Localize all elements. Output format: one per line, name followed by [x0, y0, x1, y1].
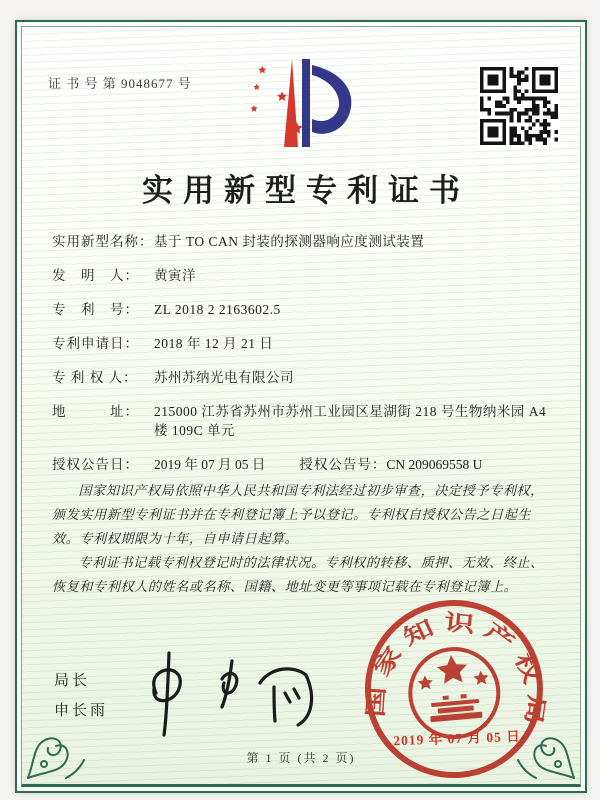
field-value: ZL 2018 2 2163602.5: [154, 302, 281, 317]
page-footer: 第 1 页 (共 2 页): [246, 751, 356, 765]
field-row-patentee: [52, 368, 556, 387]
field-row-patent-no: [52, 300, 556, 319]
field-value: 2018 年 12 月 21 日: [154, 336, 274, 351]
field-label: 专 利 权 人：: [52, 370, 138, 385]
cnipa-logo-icon: [226, 55, 376, 155]
page-title: 实用新型专利证书: [142, 173, 470, 208]
field-value: 黄寅洋: [154, 268, 196, 283]
field-row-filing-date: [52, 334, 556, 353]
field-label: 地 址：: [52, 404, 139, 419]
director-signature: [122, 645, 332, 740]
certificate-inner-frame: [21, 26, 581, 787]
field-row-grant: [52, 455, 556, 474]
field-value: 基于 TO CAN 封装的探测器响应度测试装置: [154, 234, 425, 249]
field-row-inventor: [52, 266, 556, 285]
field-value: 2019 年 07 月 05 日: [154, 457, 266, 472]
corner-ornament-icon: [24, 718, 88, 782]
field-label: 专 利 号：: [52, 302, 139, 317]
field-label: 实用新型名称：: [52, 234, 154, 249]
certificate-number: 证 书 号 第 9048677 号: [48, 76, 192, 91]
certificate: [15, 20, 587, 793]
corner-ornament-icon: [514, 718, 578, 782]
signer-title: 局长: [54, 673, 91, 689]
field-value: 215000 江苏省苏州市苏州工业园区星湖街 218 号生物纳米园 A4 楼 109C 单元: [154, 404, 547, 438]
field-label: 授权公告日：: [52, 457, 139, 472]
field-row-name: [52, 232, 556, 251]
field-label: 发 明 人：: [52, 268, 139, 283]
field-label: 授权公告号：: [299, 457, 387, 472]
field-value: CN 209069558 U: [386, 457, 483, 472]
legal-paragraph-1: 国家知识产权局依照中华人民共和国专利法经过初步审查，决定授予专利权，颁发实用新型专利证书并在专利登记簿上予以登记。专利权自授权公告之日起生效。专利权期限为十年，自申请日起算。: [52, 483, 544, 547]
field-row-address: [52, 402, 556, 440]
field-list: [52, 232, 556, 489]
signer-name: 申长雨: [54, 703, 109, 719]
legal-text: [52, 479, 554, 599]
legal-paragraph-2: 专利证书记载专利权登记时的法律状况。专利权的转移、质押、无效、终止、恢复和专利权人的姓名或名称、国籍、地址变更等事项记载在专利登记簿上。: [52, 555, 544, 595]
field-label: 专利申请日：: [52, 336, 139, 351]
seal-date: 2019 年 07 月 05 日: [393, 728, 521, 749]
qr-code: [478, 65, 560, 147]
seal-arc-text: 国家知识产权局: [362, 609, 550, 725]
field-value: 苏州苏纳光电有限公司: [154, 370, 294, 385]
